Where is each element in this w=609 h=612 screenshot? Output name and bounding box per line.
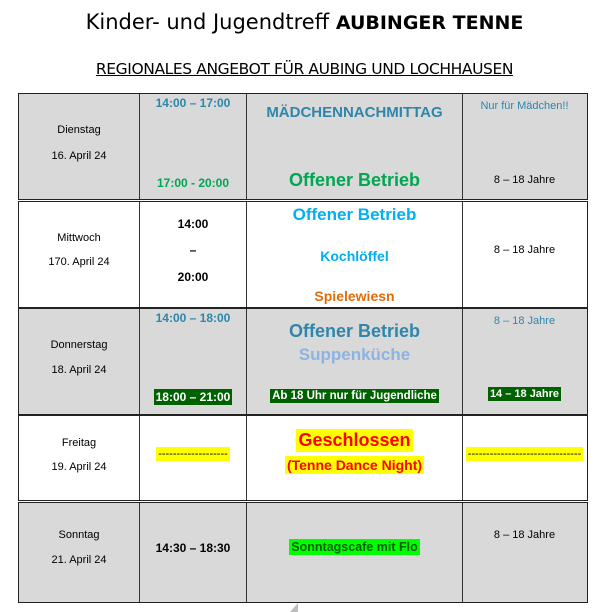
- program-cell: [246, 503, 462, 602]
- program-offener-betrieb: Offener Betrieb: [288, 321, 421, 341]
- day-cell: [19, 503, 139, 602]
- program-tenne-dance-night: (Tenne Dance Night): [286, 457, 423, 473]
- time: 14:30 – 18:30: [155, 541, 231, 555]
- title-brand: AUBINGER TENNE: [335, 12, 524, 34]
- time-end: 20:00: [177, 270, 209, 284]
- age-closed-dashes: -------------------------------: [467, 448, 582, 460]
- program-geschlossen: Geschlossen: [298, 430, 411, 450]
- time-bottom: 18:00 – 21:00: [155, 390, 231, 404]
- time-cell: [139, 202, 246, 307]
- program-offener-betrieb: Offener Betrieb: [288, 170, 421, 190]
- age-top: 8 – 18 Jahre: [493, 315, 556, 327]
- day-name: Mittwoch: [57, 232, 101, 244]
- day-name: Sonntag: [58, 529, 100, 541]
- time-cell: [139, 309, 246, 414]
- time-closed-dashes: -------------------: [158, 448, 228, 460]
- page-subtitle: REGIONALES ANGEBOT FÜR AUBING UND LOCHHAUSEN: [95, 60, 514, 78]
- table-row-sonntag: [18, 502, 588, 603]
- table-row-mittwoch: [18, 201, 588, 308]
- age-cell: [462, 309, 586, 414]
- table-row-freitag: [18, 415, 588, 501]
- program-offener-betrieb: Offener Betrieb: [292, 205, 417, 224]
- program-cell: [246, 202, 462, 307]
- program-spielewiesn: Spielewiesn: [314, 288, 395, 304]
- program-nur-jugendliche: Ab 18 Uhr nur für Jugendliche: [272, 390, 437, 402]
- day-date: 18. April 24: [51, 364, 107, 376]
- program-cell: [246, 416, 462, 500]
- time-top: 14:00 – 17:00: [155, 96, 231, 110]
- program-cell: [246, 309, 462, 414]
- corner-mark-icon: [290, 603, 298, 612]
- age-bottom: 14 – 18 Jahre: [489, 388, 560, 400]
- day-name: Donnerstag: [50, 339, 108, 351]
- age-cell: [462, 94, 586, 199]
- time-cell: [139, 416, 246, 500]
- age-cell: [462, 416, 586, 500]
- page-title: [0, 10, 609, 34]
- time-separator: –: [189, 243, 197, 257]
- title-prefix: Kinder- und Jugendtreff: [85, 10, 336, 34]
- time-bottom: 17:00 - 20:00: [156, 176, 230, 190]
- day-cell: [19, 202, 139, 307]
- age-cell: [462, 503, 586, 602]
- table-row-dienstag: [18, 93, 588, 200]
- time-top: 14:00 – 18:00: [155, 311, 231, 325]
- table-row-donnerstag: [18, 308, 588, 415]
- age-cell: [462, 202, 586, 307]
- time-cell: [139, 94, 246, 199]
- day-date: 19. April 24: [51, 461, 107, 473]
- age: 8 – 18 Jahre: [493, 529, 556, 541]
- day-name: Dienstag: [57, 124, 101, 136]
- time-cell: [139, 503, 246, 602]
- age-bottom: 8 – 18 Jahre: [493, 174, 556, 186]
- day-cell: [19, 94, 139, 199]
- program-sonntagscafe: Sonntagscafe mit Flo: [291, 540, 418, 554]
- age: 8 – 18 Jahre: [493, 244, 556, 256]
- day-date: 16. April 24: [51, 150, 107, 162]
- program-maedchennachmittag: MÄDCHENNACHMITTAG: [266, 104, 443, 121]
- day-date: 170. April 24: [48, 256, 110, 268]
- day-name: Freitag: [61, 437, 97, 449]
- day-cell: [19, 416, 139, 500]
- age-top: Nur für Mädchen!!: [480, 100, 569, 112]
- program-kochloeffel: Kochlöffel: [320, 248, 389, 264]
- program-suppenkueche: Suppenküche: [298, 345, 411, 364]
- day-date: 21. April 24: [51, 554, 107, 566]
- day-cell: [19, 309, 139, 414]
- schedule-table: [18, 93, 588, 603]
- program-cell: [246, 94, 462, 199]
- time-start: 14:00: [177, 217, 209, 231]
